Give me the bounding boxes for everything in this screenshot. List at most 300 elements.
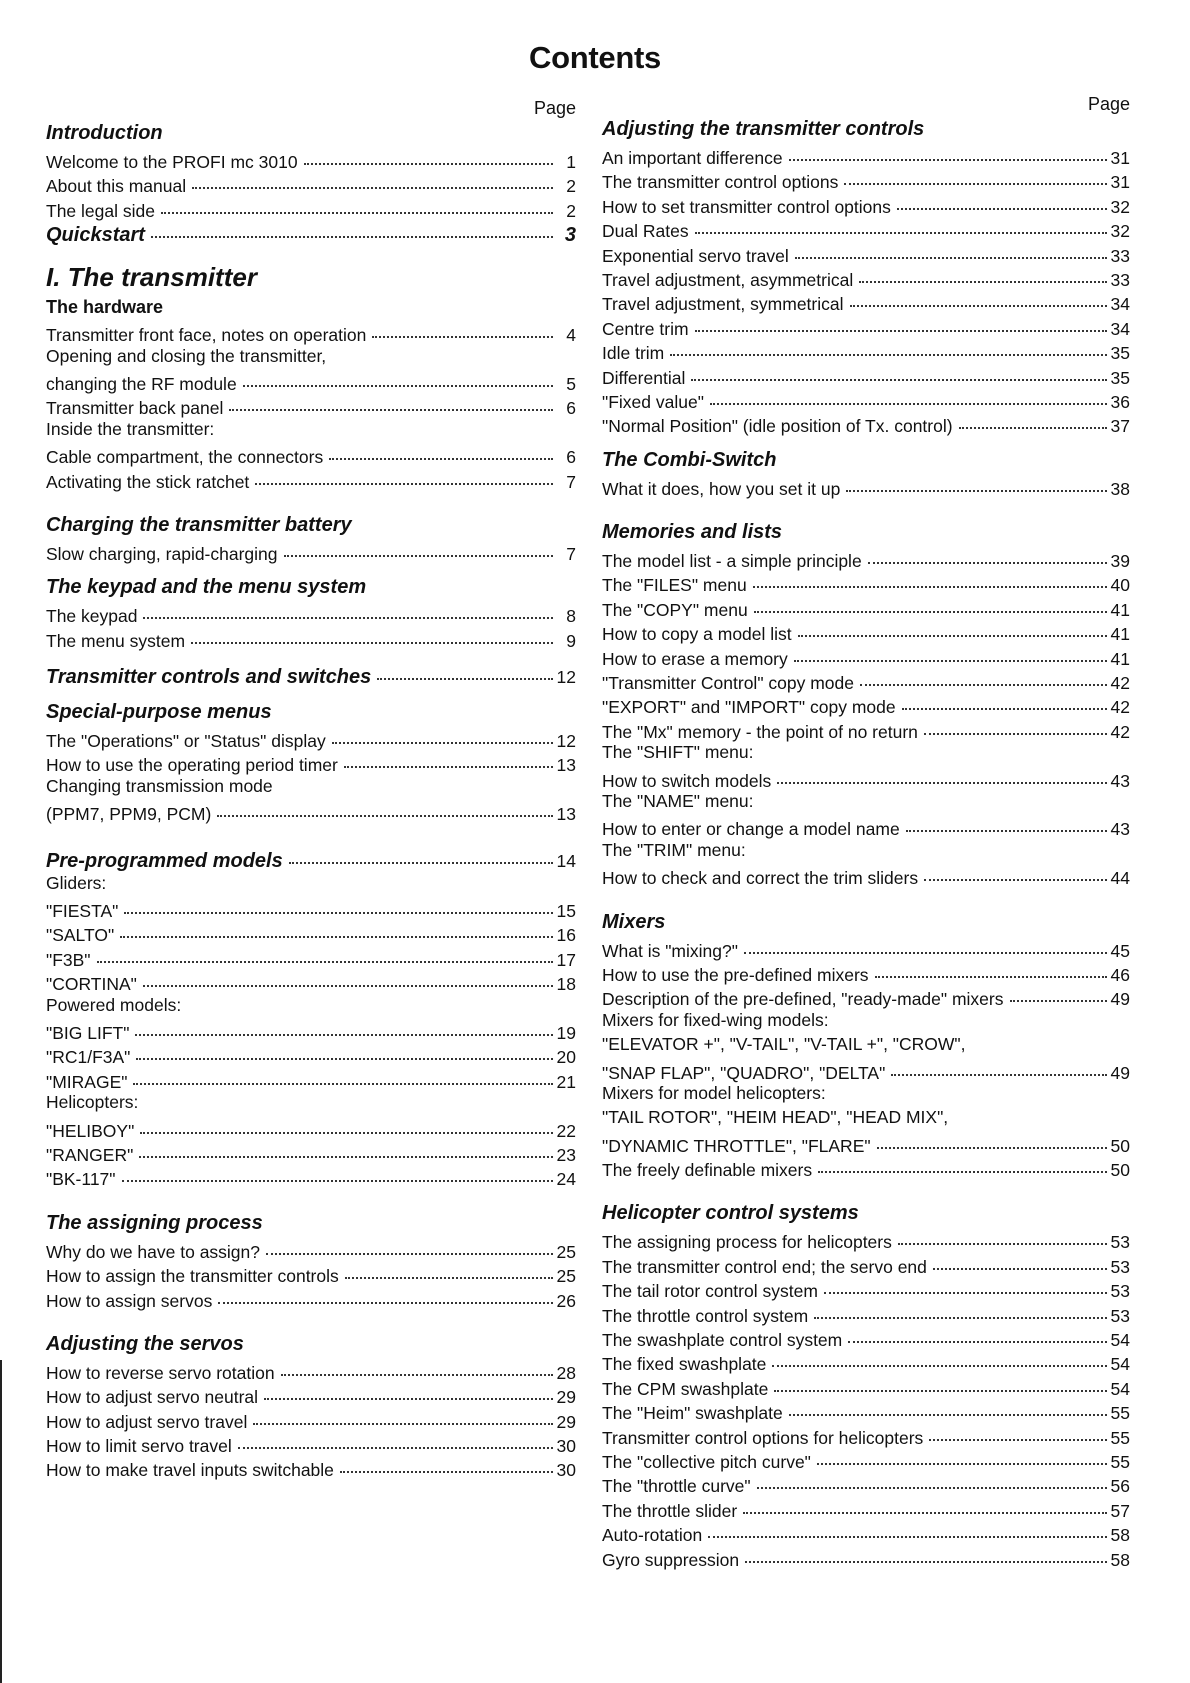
entry-text: Gyro suppression bbox=[602, 1549, 740, 1570]
entry-text: Auto-rotation bbox=[602, 1525, 703, 1546]
entry-text: Transmitter back panel bbox=[46, 398, 224, 419]
entry-text: How to check and correct the trim sliders bbox=[602, 868, 919, 889]
part-title: I. The transmitter bbox=[46, 262, 257, 293]
dot-leader bbox=[192, 167, 553, 189]
entry-text: Welcome to the PROFI mc 3010 bbox=[46, 152, 298, 172]
entry-text: How to adjust servo travel bbox=[46, 1411, 248, 1432]
entry-text: "EXPORT" and "IMPORT" copy mode bbox=[602, 697, 896, 718]
entry-page: 53 bbox=[1110, 1232, 1130, 1253]
entry-page: 55 bbox=[1110, 1451, 1130, 1472]
entry-page: 9 bbox=[566, 630, 576, 651]
entry-page: 42 bbox=[1110, 673, 1130, 694]
toc-entry[interactable] bbox=[46, 625, 576, 649]
entry-page: 30 bbox=[556, 1436, 576, 1457]
entry-text: How to adjust servo neutral bbox=[46, 1387, 259, 1408]
dot-leader bbox=[710, 383, 1107, 405]
dot-leader bbox=[846, 470, 1107, 492]
section-title: The keypad and the menu system bbox=[46, 576, 367, 599]
entry-text: How to reverse servo rotation bbox=[46, 1362, 275, 1383]
dot-leader bbox=[898, 1223, 1107, 1245]
toc-line: Inside the transmitter: bbox=[46, 418, 215, 439]
entry-text: The tail rotor control system bbox=[602, 1281, 818, 1302]
dot-leader bbox=[143, 597, 553, 619]
section-adjusting-controls bbox=[602, 116, 1130, 435]
dot-leader bbox=[794, 640, 1107, 662]
dot-leader bbox=[844, 163, 1107, 185]
dot-leader bbox=[218, 1282, 553, 1304]
entry-page: 1 bbox=[566, 152, 576, 172]
entry-page: 53 bbox=[1110, 1281, 1130, 1302]
dot-leader bbox=[753, 566, 1107, 588]
toc-entry[interactable] bbox=[46, 749, 576, 776]
dot-leader bbox=[959, 407, 1107, 429]
dot-leader bbox=[850, 285, 1108, 307]
entry-page: 35 bbox=[1110, 343, 1130, 364]
section-title: Introduction bbox=[46, 122, 163, 144]
entry-text: The "throttle curve" bbox=[602, 1476, 751, 1497]
toc-line: The "NAME" menu: bbox=[602, 790, 754, 811]
dot-leader bbox=[868, 542, 1107, 564]
entry-text: Centre trim bbox=[602, 318, 689, 339]
entry-page: 6 bbox=[566, 447, 576, 468]
dot-leader bbox=[281, 1354, 553, 1376]
entry-page: 34 bbox=[1110, 318, 1130, 339]
dot-leader bbox=[1010, 980, 1108, 1002]
entry-page: 37 bbox=[1110, 416, 1130, 437]
entry-page: 43 bbox=[1110, 819, 1130, 840]
entry-text: How to set transmitter control options bbox=[602, 196, 891, 217]
entry-text: "BIG LIFT" bbox=[46, 1022, 130, 1043]
dot-leader bbox=[97, 941, 553, 963]
entry-text: The menu system bbox=[46, 630, 186, 651]
toc-line: Mixers for model helicopters: bbox=[602, 1082, 826, 1103]
entry-page: 53 bbox=[1110, 1256, 1130, 1277]
dot-leader bbox=[789, 1394, 1107, 1416]
entry-text: The keypad bbox=[46, 606, 138, 627]
dot-leader bbox=[217, 795, 553, 817]
entry-text: "SNAP FLAP", "QUADRO", "DELTA" bbox=[602, 1062, 886, 1083]
dot-leader bbox=[814, 1297, 1107, 1319]
dot-leader bbox=[124, 892, 553, 914]
entry-text: What is "mixing?" bbox=[602, 940, 738, 961]
entry-page: 41 bbox=[1110, 624, 1130, 645]
dot-leader bbox=[789, 139, 1107, 161]
entry-text: "F3B" bbox=[46, 949, 91, 970]
toc-line: The "SHIFT" menu: bbox=[602, 742, 754, 763]
entry-page: 35 bbox=[1110, 367, 1130, 388]
entry-page: 2 bbox=[566, 176, 576, 197]
entry-text: Transmitter control options for helicopters bbox=[602, 1427, 924, 1448]
entry-page: 44 bbox=[1110, 868, 1130, 889]
entry-text: "Fixed value" bbox=[602, 391, 704, 412]
toc-right-column bbox=[602, 92, 1130, 1568]
entry-page: 58 bbox=[1110, 1525, 1130, 1546]
section-assigning-process bbox=[46, 1210, 576, 1309]
entry-page: 55 bbox=[1110, 1403, 1130, 1424]
section-title: Special-purpose menus bbox=[46, 701, 272, 724]
entry-text: Transmitter front face, notes on operation bbox=[46, 325, 367, 346]
entry-page: 7 bbox=[566, 543, 576, 564]
entry-text: Travel adjustment, asymmetrical bbox=[602, 269, 854, 290]
dot-leader bbox=[691, 359, 1107, 381]
entry-page: 5 bbox=[566, 373, 576, 394]
toc-entry[interactable] bbox=[602, 813, 1130, 840]
entry-page: 13 bbox=[556, 755, 576, 776]
dot-leader bbox=[798, 615, 1107, 637]
dot-leader bbox=[708, 1516, 1107, 1538]
entry-text: The model list - a simple principle bbox=[602, 551, 862, 572]
entry-page: 42 bbox=[1110, 697, 1130, 718]
entry-page: 53 bbox=[1110, 1305, 1130, 1326]
entry-page: 12 bbox=[556, 667, 576, 688]
entry-text: How to use the operating period timer bbox=[46, 755, 338, 776]
entry-page: 31 bbox=[1110, 172, 1130, 193]
section-title: Helicopter control systems bbox=[602, 1202, 859, 1225]
entry-page: 54 bbox=[1110, 1330, 1130, 1351]
dot-leader bbox=[332, 722, 553, 744]
entry-page: 55 bbox=[1110, 1427, 1130, 1448]
toc-entry[interactable] bbox=[46, 466, 576, 490]
entry-text: An important difference bbox=[602, 148, 783, 168]
toc-entry[interactable] bbox=[46, 392, 576, 419]
entry-text: Transmitter controls and switches bbox=[46, 666, 372, 689]
dot-leader bbox=[372, 316, 553, 338]
entry-page: 28 bbox=[556, 1362, 576, 1383]
dot-leader bbox=[253, 1403, 553, 1425]
entry-text: Description of the pre-defined, "ready-made" mixers bbox=[602, 989, 1004, 1010]
entry-page: 19 bbox=[556, 1022, 576, 1043]
dot-leader bbox=[929, 1419, 1107, 1441]
page-column-header: Page bbox=[1087, 94, 1130, 114]
section-introduction bbox=[46, 120, 576, 245]
toc-entry[interactable] bbox=[46, 1285, 576, 1309]
toc-entry[interactable] bbox=[602, 716, 1130, 740]
dot-leader bbox=[340, 1451, 553, 1473]
entry-text: The throttle slider bbox=[602, 1500, 738, 1521]
dot-leader bbox=[859, 261, 1107, 283]
entry-page: 31 bbox=[1110, 148, 1130, 168]
entry-text: changing the RF module bbox=[46, 373, 237, 394]
entry-text: The transmitter control end; the servo end bbox=[602, 1256, 927, 1277]
dot-leader bbox=[255, 463, 553, 485]
entry-page: 12 bbox=[556, 731, 576, 752]
entry-page: 25 bbox=[556, 1241, 576, 1262]
entry-text: How to assign servos bbox=[46, 1290, 213, 1311]
binding-edge-line bbox=[0, 1360, 2, 1683]
entry-page: 56 bbox=[1110, 1476, 1130, 1497]
toc-entry-quickstart[interactable] bbox=[46, 219, 576, 245]
entry-text: "SALTO" bbox=[46, 925, 115, 946]
entry-page: 46 bbox=[1110, 964, 1130, 985]
dot-leader bbox=[774, 1370, 1107, 1392]
subsection-title: The hardware bbox=[46, 297, 164, 318]
toc-entry[interactable] bbox=[602, 473, 1130, 497]
toc-entry[interactable] bbox=[602, 1154, 1130, 1181]
dot-leader bbox=[344, 746, 553, 768]
dot-leader bbox=[818, 1151, 1107, 1173]
dot-leader bbox=[848, 1321, 1107, 1343]
entry-text: "DYNAMIC THROTTLE", "FLARE" bbox=[602, 1135, 871, 1156]
entry-page: 58 bbox=[1110, 1549, 1130, 1570]
entry-page: 49 bbox=[1110, 1062, 1130, 1083]
entry-page: 54 bbox=[1110, 1354, 1130, 1375]
entry-page: 23 bbox=[556, 1144, 576, 1165]
entry-page: 33 bbox=[1110, 269, 1130, 290]
section-title: The Combi-Switch bbox=[602, 448, 777, 471]
entry-text: Dual Rates bbox=[602, 221, 689, 242]
section-special-purpose bbox=[46, 699, 576, 823]
section-charging bbox=[46, 512, 576, 562]
entry-page: 3 bbox=[564, 224, 576, 247]
entry-text: What it does, how you set it up bbox=[602, 478, 841, 499]
entry-text: The "Heim" swashplate bbox=[602, 1403, 783, 1424]
entry-text: About this manual bbox=[46, 176, 187, 197]
dot-leader bbox=[875, 956, 1107, 978]
entry-page: 43 bbox=[1110, 770, 1130, 791]
dot-leader bbox=[777, 762, 1107, 784]
dot-leader bbox=[161, 192, 553, 214]
entry-text: How to limit servo travel bbox=[46, 1436, 232, 1457]
entry-text: "Normal Position" (idle position of Tx. control) bbox=[602, 416, 953, 437]
entry-text: Quickstart bbox=[46, 224, 145, 247]
section-title: Adjusting the transmitter controls bbox=[602, 118, 925, 140]
toc-entry[interactable] bbox=[602, 1544, 1130, 1568]
section-mixers bbox=[602, 909, 1130, 1179]
toc-entry[interactable] bbox=[602, 1057, 1130, 1081]
entry-text: How to switch models bbox=[602, 770, 772, 791]
entry-text: Pre-programmed models bbox=[46, 849, 283, 872]
dot-leader bbox=[243, 365, 553, 387]
toc-entry[interactable] bbox=[602, 862, 1130, 889]
dot-leader bbox=[151, 216, 553, 238]
page-title: Contents bbox=[529, 40, 661, 75]
entry-text: "RC1/F3A" bbox=[46, 1047, 131, 1068]
toc-entry[interactable] bbox=[602, 983, 1130, 1010]
toc-entry[interactable] bbox=[46, 1066, 576, 1090]
entry-text: Differential bbox=[602, 367, 686, 388]
page-column-header: Page bbox=[533, 98, 576, 118]
entry-page: 7 bbox=[566, 471, 576, 492]
dot-leader bbox=[135, 1014, 553, 1036]
entry-text: "FIESTA" bbox=[46, 901, 119, 922]
entry-text: Travel adjustment, symmetrical bbox=[602, 294, 844, 315]
entry-page: 26 bbox=[556, 1290, 576, 1311]
dot-leader bbox=[877, 1127, 1107, 1149]
entry-text: "RANGER" bbox=[46, 1144, 134, 1165]
section-keypad-menu bbox=[46, 574, 576, 649]
entry-page: 41 bbox=[1110, 599, 1130, 620]
entry-page: 41 bbox=[1110, 648, 1130, 669]
entry-text: The "Mx" memory - the point of no return bbox=[602, 721, 918, 742]
entry-text: The transmitter control options bbox=[602, 172, 839, 193]
dot-leader bbox=[139, 1136, 553, 1158]
dot-leader bbox=[289, 842, 553, 864]
toc-entry[interactable] bbox=[46, 1454, 576, 1481]
entry-page: 39 bbox=[1110, 551, 1130, 572]
section-helicopter-control bbox=[602, 1200, 1130, 1570]
dot-leader bbox=[754, 591, 1107, 613]
entry-text: The "collective pitch curve" bbox=[602, 1451, 811, 1472]
entry-text: "CORTINA" bbox=[46, 974, 137, 995]
toc-left-column bbox=[46, 96, 576, 1479]
entry-text: How to use the pre-defined mixers bbox=[602, 964, 869, 985]
dot-leader bbox=[695, 310, 1107, 332]
entry-text: How to erase a memory bbox=[602, 648, 788, 669]
toc-line: The "TRIM" menu: bbox=[602, 839, 746, 860]
toc-entry[interactable] bbox=[602, 765, 1130, 789]
dot-leader bbox=[329, 438, 553, 460]
entry-page: 14 bbox=[556, 850, 576, 871]
toc-line: Opening and closing the transmitter, bbox=[46, 345, 327, 366]
dot-leader bbox=[743, 1492, 1107, 1514]
entry-page: 36 bbox=[1110, 391, 1130, 412]
entry-text: Cable compartment, the connectors bbox=[46, 447, 324, 468]
entry-text: The CPM swashplate bbox=[602, 1378, 769, 1399]
entry-page: 20 bbox=[556, 1047, 576, 1068]
dot-leader bbox=[345, 1257, 553, 1279]
toc-line: Mixers for fixed-wing models: bbox=[602, 1009, 829, 1030]
toc-entry[interactable] bbox=[46, 1163, 576, 1190]
toc-entry[interactable] bbox=[46, 798, 576, 825]
entry-page: 21 bbox=[556, 1071, 576, 1092]
dot-leader bbox=[891, 1054, 1107, 1076]
section-preprogrammed-models bbox=[46, 845, 576, 1188]
entry-text: The fixed swashplate bbox=[602, 1354, 767, 1375]
dot-leader bbox=[745, 1541, 1107, 1563]
entry-page: 16 bbox=[556, 925, 576, 946]
dot-leader bbox=[133, 1063, 553, 1085]
entry-page: 8 bbox=[566, 606, 576, 627]
section-combi-switch bbox=[602, 447, 1130, 497]
dot-leader bbox=[136, 1038, 553, 1060]
entry-page: 38 bbox=[1110, 478, 1130, 499]
entry-page: 50 bbox=[1110, 1160, 1130, 1181]
entry-text: The swashplate control system bbox=[602, 1330, 843, 1351]
entry-page: 2 bbox=[566, 200, 576, 221]
dot-leader bbox=[933, 1248, 1107, 1270]
dot-leader bbox=[304, 143, 553, 165]
entry-page: 29 bbox=[556, 1411, 576, 1432]
entry-text: The legal side bbox=[46, 200, 155, 221]
entry-page: 29 bbox=[556, 1387, 576, 1408]
dot-leader bbox=[902, 688, 1107, 710]
dot-leader bbox=[757, 1467, 1107, 1489]
section-adjusting-servos bbox=[46, 1331, 576, 1479]
entry-text: Idle trim bbox=[602, 343, 665, 364]
entry-text: How to copy a model list bbox=[602, 624, 792, 645]
entry-page: 57 bbox=[1110, 1500, 1130, 1521]
section-title: Charging the transmitter battery bbox=[46, 513, 352, 536]
entry-text: The "FILES" menu bbox=[602, 575, 747, 596]
toc-line: Gliders: bbox=[46, 872, 107, 893]
entry-page: 54 bbox=[1110, 1378, 1130, 1399]
toc-entry[interactable] bbox=[46, 538, 576, 562]
entry-text: "Transmitter Control" copy mode bbox=[602, 673, 854, 694]
entry-page: 25 bbox=[556, 1266, 576, 1287]
entry-text: How to assign the transmitter controls bbox=[46, 1266, 339, 1287]
entry-page: 45 bbox=[1110, 940, 1130, 961]
dot-leader bbox=[229, 389, 553, 411]
toc-line: Helicopters: bbox=[46, 1092, 139, 1113]
dot-leader bbox=[824, 1272, 1107, 1294]
dot-leader bbox=[924, 859, 1107, 881]
dot-leader bbox=[924, 713, 1107, 735]
section-the-transmitter bbox=[46, 257, 576, 490]
entry-page: 49 bbox=[1110, 989, 1130, 1010]
entry-page: 33 bbox=[1110, 245, 1130, 266]
dot-leader bbox=[120, 916, 553, 938]
dot-leader bbox=[238, 1427, 553, 1449]
toc-entry-preprogrammed[interactable] bbox=[46, 845, 576, 871]
dot-leader bbox=[897, 188, 1107, 210]
dot-leader bbox=[795, 237, 1107, 259]
dot-leader bbox=[772, 1345, 1107, 1367]
section-title: Adjusting the servos bbox=[46, 1332, 244, 1355]
section-title: Memories and lists bbox=[602, 521, 783, 544]
dot-leader bbox=[695, 212, 1107, 234]
toc-entry[interactable] bbox=[602, 410, 1130, 437]
toc-line: "TAIL ROTOR", "HEIM HEAD", "HEAD MIX", bbox=[602, 1107, 949, 1128]
dot-leader bbox=[860, 664, 1107, 686]
entry-page: 32 bbox=[1110, 221, 1130, 242]
entry-page: 22 bbox=[556, 1120, 576, 1141]
dot-leader bbox=[191, 622, 553, 644]
section-title: Mixers bbox=[602, 910, 666, 933]
dot-leader bbox=[670, 334, 1107, 356]
dot-leader bbox=[906, 810, 1107, 832]
entry-text: Why do we have to assign? bbox=[46, 1241, 261, 1262]
entry-page: 42 bbox=[1110, 721, 1130, 742]
entry-text: How to make travel inputs switchable bbox=[46, 1460, 334, 1481]
dot-leader bbox=[377, 658, 553, 680]
entry-text: The "Operations" or "Status" display bbox=[46, 731, 326, 752]
toc-line: Changing transmission mode bbox=[46, 775, 273, 796]
toc-line: Powered models: bbox=[46, 994, 182, 1015]
entry-text: The throttle control system bbox=[602, 1305, 809, 1326]
entry-page: 15 bbox=[556, 901, 576, 922]
dot-leader bbox=[122, 1160, 554, 1182]
entry-page: 30 bbox=[556, 1460, 576, 1481]
entry-text: "BK-117" bbox=[46, 1169, 116, 1190]
entry-text: How to enter or change a model name bbox=[602, 819, 900, 840]
entry-text: (PPM7, PPM9, PCM) bbox=[46, 804, 212, 825]
section-memories-lists bbox=[602, 519, 1130, 889]
toc-entry-transmitter-controls[interactable] bbox=[46, 661, 576, 687]
dot-leader bbox=[817, 1443, 1107, 1465]
entry-text: "MIRAGE" bbox=[46, 1071, 128, 1092]
dot-leader bbox=[266, 1233, 553, 1255]
toc-entry[interactable] bbox=[46, 968, 576, 995]
toc-line: "ELEVATOR +", "V-TAIL", "V-TAIL +", "CROW", bbox=[602, 1034, 966, 1055]
entry-page: 34 bbox=[1110, 294, 1130, 315]
entry-page: 13 bbox=[556, 804, 576, 825]
entry-text: The freely definable mixers bbox=[602, 1160, 813, 1181]
entry-text: "HELIBOY" bbox=[46, 1120, 135, 1141]
entry-page: 50 bbox=[1110, 1135, 1130, 1156]
entry-page: 32 bbox=[1110, 196, 1130, 217]
entry-page: 24 bbox=[556, 1169, 576, 1190]
entry-page: 18 bbox=[556, 974, 576, 995]
entry-text: Slow charging, rapid-charging bbox=[46, 543, 278, 564]
entry-page: 6 bbox=[566, 398, 576, 419]
entry-text: Exponential servo travel bbox=[602, 245, 789, 266]
dot-leader bbox=[140, 1112, 553, 1134]
dot-leader bbox=[264, 1378, 553, 1400]
entry-page: 40 bbox=[1110, 575, 1130, 596]
dot-leader bbox=[284, 535, 553, 557]
toc-entry[interactable] bbox=[46, 319, 576, 346]
entry-text: The "COPY" menu bbox=[602, 599, 748, 620]
